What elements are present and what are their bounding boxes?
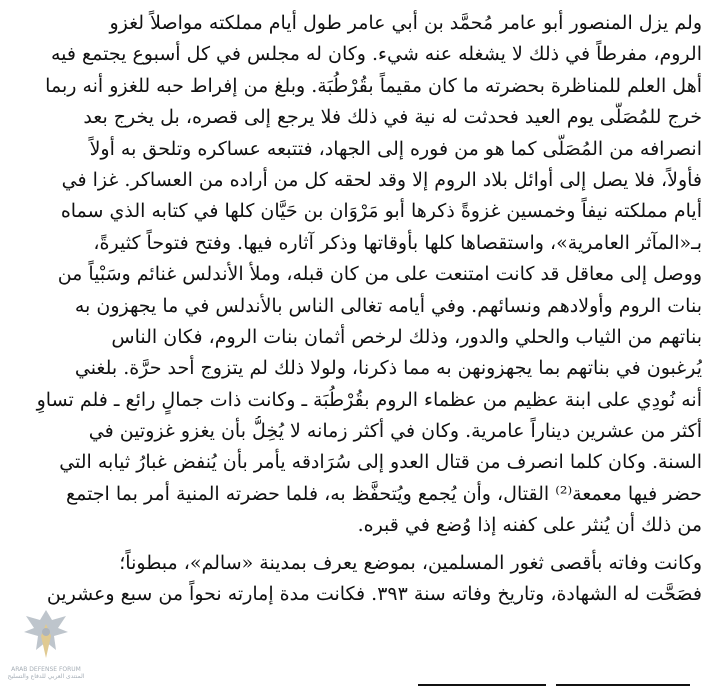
text-line: بـ«المآثر العامرية»، واستقصاها كلها بأوقاتها وذكر آثاره فيها. وفتح فتوحاً كثيرةً، [93,231,702,254]
text-line: وكانت وفاته بأقصى ثغور المسلمين، بموضع يعرف بمدينة «سالم»، مبطوناً؛ [119,551,702,574]
watermark-caption [4,666,88,680]
footnote-divider-right [556,684,690,686]
text-line: أيام مملكته نيفاً وخمسين غزوةً ذكرها أبو مَرْوَان بن حَيَّان كلها في كتابه الذي سماه [60,200,702,223]
text-line: أنه نُودِي على ابنة عظيم من عظماء الروم بقُرْطُبَة ـ وكانت ذات جمالٍ رائع ـ فلم تساوِ [36,388,702,411]
text-line: حضر فيها معمعة⁽²⁾ القتال، وأن يُجمع ويُتحفَّظ به، فلما حضرته المنية أمر بما اجتمع [65,482,702,505]
text-line: من ذلك أن يُنثر على كفنه إذا وُضع في قبره. [357,514,702,537]
watermark-text-ar: المنتدى العربي للدفاع والتسليح [7,673,85,680]
footnote-divider-left [418,684,546,686]
text-line: ووصل إلى معاقل قد كانت امتنعت على من كان قبله، وملأ الأندلس غنائم وسَبْياً من [57,263,702,286]
text-line: السنة. وكان كلما انصرف من قتال العدو إلى سُرَادقه يأمر بأن يُنفض غبارُ ثيابه التي [59,451,702,474]
text-line: انصرافه من المُصَلَّى كما هو من فوره إلى الجهاد، فتتبعه عساكره وتلحق به أولاً [89,137,702,160]
text-line: خرج للمُصَلَّى يوم العيد فحدثت له نية في ذلك فلا يرجع إلى قصره، بل يخرج بعد [83,106,702,129]
text-line: أهل العلم للمناظرة بحضرته ما كان مقيماً بقُرْطُبَة. وبلغ من إفراط حبه للغزو أنه ربما [45,74,702,97]
text-line: فصَحَّت له الشهادة، وتاريخ وفاته سنة ٣٩٣. فكانت مدة إمارته نحواً من سبع وعشرين [46,583,702,606]
text-line: فأولاً، فلا يصل إلى أوائل بلاد الروم إلا وقد لحقه كل من أراده من العساكر. غزا في [61,168,702,191]
text-line: أكثر من عشرين ديناراً عامرية. وكان في أكثر زمانه لا يُخِلُّ بأن يغزو غزوتين في [88,420,702,443]
body-text [16,8,702,610]
text-line: بناتهم من الثياب والحلي والدور، وذلك لرخص أثمان بنات الروم، فكان الناس [111,325,702,348]
eagle-emblem-icon [22,606,70,666]
text-line: الروم، مفرطاً في ذلك لا يشغله عنه شيء. وكان له مجلس في كل أسبوع يجتمع فيه [50,43,702,66]
text-line: بنات الروم وأولادهم ونسائهم. وفي أيامه تغالى الناس بالأندلس في ما يجهزون به [74,294,702,317]
watermark-text-en: ARAB DEFENSE FORUM [11,666,81,673]
text-line: ولم يزل المنصور أبو عامر مُحمَّد بن أبي عامر طول أيام مملكته مواصلاً لغزو [109,12,702,34]
text-line: يُرغبون في بناتهم بما يجهزونهن به مما ذكرنا، ولولا ذلك لم يتزوج أحد حرَّة. بلغني [74,357,702,380]
forum-watermark [4,606,88,686]
